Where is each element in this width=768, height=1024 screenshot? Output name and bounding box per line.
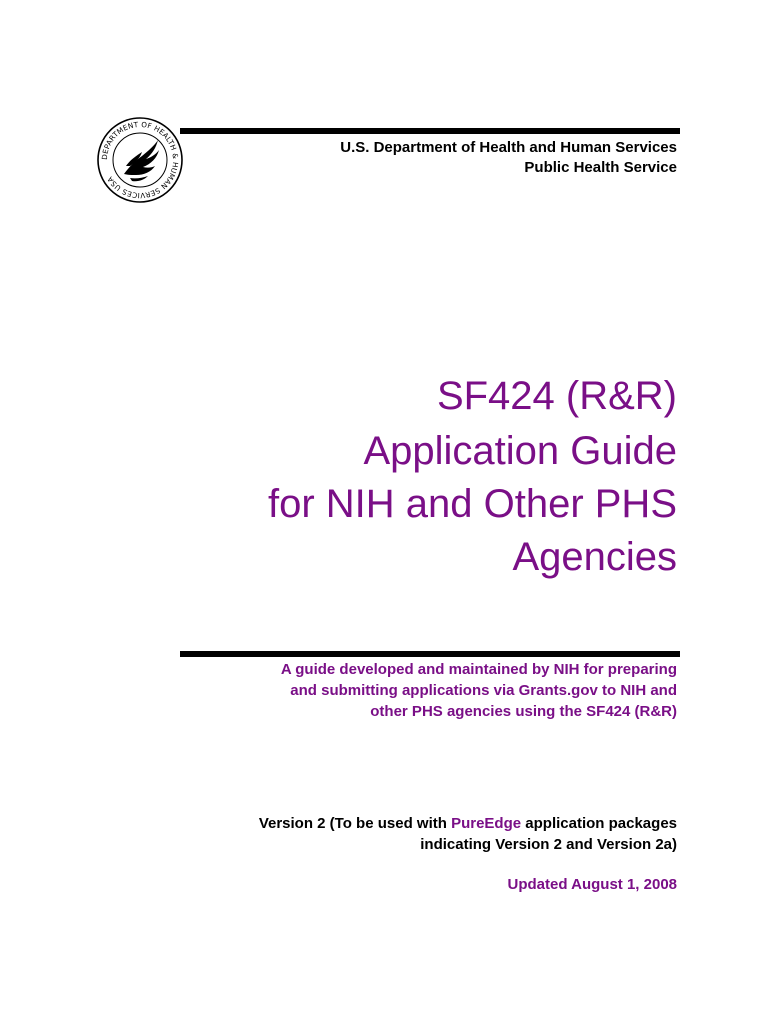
- agency-header: [340, 138, 677, 178]
- service-name: Public Health Service: [524, 159, 677, 176]
- subtitle-line-2: and submitting applications via Grants.gov to NIH and: [290, 682, 677, 699]
- version-prefix: Version 2 (To be used with: [258, 815, 452, 832]
- subtitle-line-1: A guide developed and maintained by NIH for preparing: [280, 661, 677, 678]
- form-id: SF424 (R&R): [436, 374, 677, 418]
- top-rule: [180, 128, 680, 134]
- document-title: [268, 370, 677, 584]
- svg-text:DEPARTMENT OF HEALTH & HUMAN S: DEPARTMENT OF HEALTH & HUMAN SERVICES USA: [99, 119, 181, 201]
- updated-date: Updated August 1, 2008: [507, 876, 677, 893]
- title-line-2: for NIH and Other PHS: [267, 482, 677, 526]
- document-subtitle: [281, 659, 677, 722]
- title-line-3: Agencies: [512, 535, 677, 579]
- hhs-seal-icon: [96, 116, 184, 204]
- subtitle-line-3: other PHS agencies using the SF424 (R&R): [370, 703, 677, 720]
- middle-rule: [180, 651, 680, 657]
- version-suffix: application packages: [521, 815, 677, 832]
- version-note: [259, 813, 677, 855]
- version-line-2: indicating Version 2 and Version 2a): [420, 836, 677, 853]
- product-name: PureEdge: [451, 815, 522, 832]
- title-line-1: Application Guide: [363, 429, 677, 473]
- version-line-1: [259, 813, 677, 834]
- department-name: U.S. Department of Health and Human Services: [340, 139, 677, 156]
